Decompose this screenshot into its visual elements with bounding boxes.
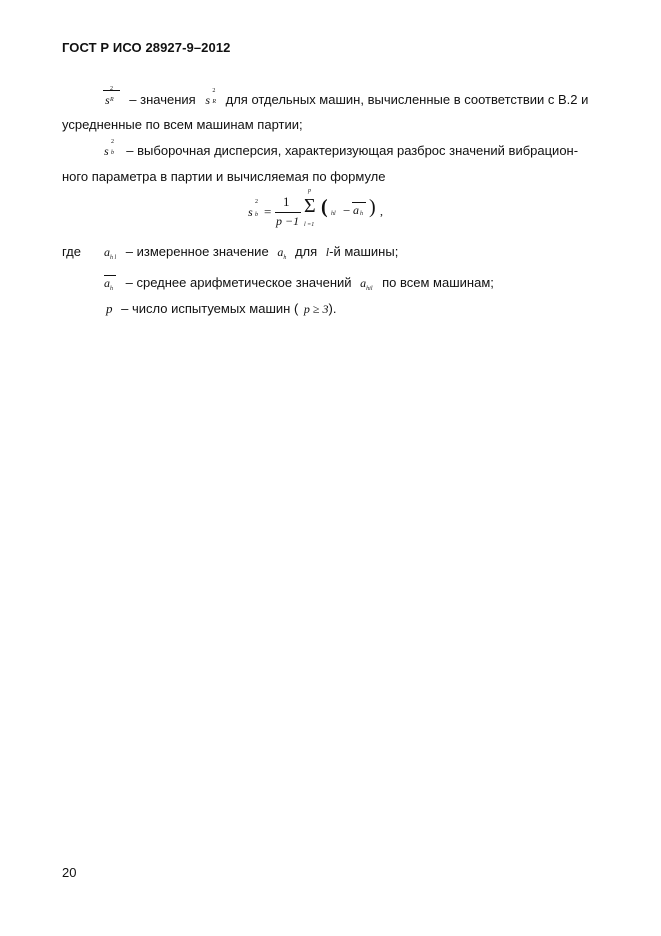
formula-frac-numerator: 1 xyxy=(283,194,290,209)
formula-lhs-sup: 2 xyxy=(255,199,258,205)
document-header: ГОСТ Р ИСО 28927-9–2012 xyxy=(62,40,231,55)
text: ). xyxy=(328,301,337,316)
sup-2: 2 xyxy=(110,86,113,92)
formula-sum-top: p xyxy=(308,188,311,194)
para-s2b-line2: ного параметра в партии и вычисляемая по формуле xyxy=(62,169,386,184)
term-s2R xyxy=(205,88,218,108)
text: – измеренное значение xyxy=(125,244,269,259)
para-s2R-line2: усредненные по всем машинам партии; xyxy=(62,117,303,132)
formula-a-hl-sub: hl xyxy=(331,211,336,217)
formula-equals: = xyxy=(264,204,272,219)
para-s2R-line1 xyxy=(103,86,589,108)
formula-paren-close: ) xyxy=(369,196,376,218)
sub-hl: h l xyxy=(110,255,117,261)
formula-lhs-s: s xyxy=(248,205,253,219)
text: – выборочная дисперсия, характеризующая разброс значений вибрацион- xyxy=(126,143,579,158)
symbol-s: s xyxy=(104,144,109,158)
text: – число испытуемых машин ( xyxy=(121,301,299,316)
formula-comma: , xyxy=(380,204,383,218)
sub-h: h xyxy=(283,255,287,261)
formula-abar: a xyxy=(353,203,359,217)
text: -й машины; xyxy=(329,244,399,259)
symbol-abar xyxy=(104,275,116,292)
formula-sum-bottom: l =1 xyxy=(304,222,315,228)
formula-lhs-sub: b xyxy=(255,212,258,218)
formula-abar-sub: h xyxy=(360,211,363,217)
sub-R: R xyxy=(212,99,217,105)
term-s2b xyxy=(104,139,117,159)
symbol-s: s xyxy=(205,93,211,107)
variance-formula xyxy=(246,188,396,236)
para-s2b-line1 xyxy=(104,139,579,159)
where-item-ahl xyxy=(104,244,398,261)
symbol-s: s xyxy=(105,93,110,107)
page-number: 20 xyxy=(62,865,77,880)
sup-2: 2 xyxy=(212,88,216,94)
sub-h: h xyxy=(110,286,113,292)
formula-minus: − xyxy=(343,203,351,218)
symbol-a: a xyxy=(277,245,284,259)
sub-b: b xyxy=(111,150,114,156)
symbol-l: l xyxy=(325,245,330,259)
text: по всем машинам; xyxy=(382,275,494,290)
where-item-p xyxy=(106,301,336,317)
condition-p-ge-3: p ≥ 3 xyxy=(303,302,329,316)
text: для xyxy=(294,244,318,259)
where-label: где xyxy=(62,244,81,259)
term-s2R-averaged xyxy=(103,86,120,108)
text: – значения xyxy=(129,92,196,107)
formula-frac-bar xyxy=(275,212,301,213)
sup-2: 2 xyxy=(111,139,114,145)
formula-paren-open: ( xyxy=(321,196,328,218)
symbol-a: a xyxy=(104,245,110,259)
where-item-abar xyxy=(104,275,494,292)
symbol-a: a xyxy=(104,276,110,290)
formula-frac-denominator: p −1 xyxy=(276,214,300,228)
text: для отдельных машин, вычисленные в соответствии с В.2 и xyxy=(225,92,589,107)
sub-R: R xyxy=(110,97,114,103)
sub-hil: hil xyxy=(366,286,373,292)
text: – среднее арифметическое значений xyxy=(125,275,352,290)
formula-sigma: Σ xyxy=(304,195,316,217)
symbol-a: a xyxy=(360,276,367,290)
symbol-p: p xyxy=(106,301,113,316)
